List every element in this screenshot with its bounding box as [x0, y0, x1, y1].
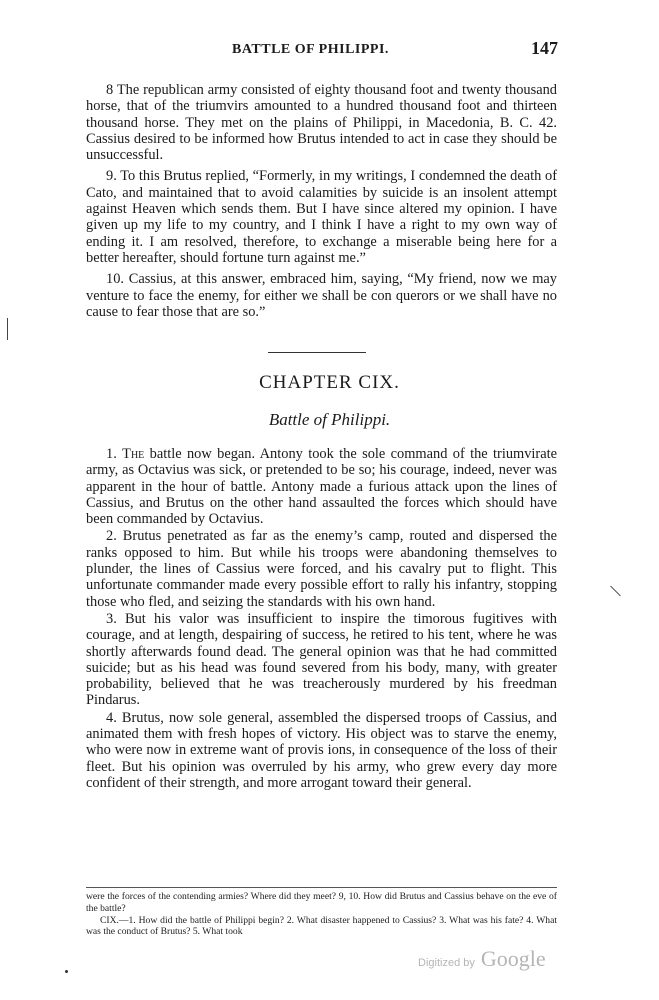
paragraph-number: 1.: [106, 446, 117, 462]
margin-mark: [610, 586, 621, 597]
continued-text: [86, 82, 557, 325]
page-number: 147: [531, 38, 558, 58]
chapter-paragraph-2: 2. Brutus penetrated as far as the enemy’s camp, routed and dispersed the ranks opposed to him. But while his troops were abandoning themselves to plunder, the lines of Cassius were forced, and his cavalry put to flight. This unfortunate commander made every possible effort to rally his infantry, stopping those who fled, and seizing the standards with his own hand.: [86, 528, 557, 610]
footnote-line-1: were the forces of the contending armies? Where did they meet? 9, 10. How did Brutus and Cassius behave on the eve of the battle?: [86, 891, 557, 914]
chapter-paragraph-3: 3. But his valor was insufficient to inspire the timorous fugitives with courage, and at length, despairing of success, he retired to his tent, where he was shortly afterwards found dead. The general opinion was that he had committed suicide; but as his head was found severed from his body, many, with greater probability, believed that he was treacherously murdered by his freedman Pindarus.: [86, 610, 557, 709]
chapter-title: CHAPTER CIX.: [259, 372, 400, 393]
chapter-paragraph-1: [86, 446, 557, 527]
chapter-text: [86, 446, 557, 792]
footnote-divider: [86, 887, 557, 888]
ink-speck: [65, 970, 68, 973]
chapter-paragraph-4: 4. Brutus, now sole general, assembled the dispersed troops of Cassius, and animated them with fresh hopes of victory. His object was to starve the enemy, who were now in extreme want of provis ions, in consequence of the loss of their fleet. But his opinion was overruled by his army, who grew every day more confident of their strength, and more arrogant toward their general.: [86, 709, 557, 791]
digitized-watermark: [418, 946, 546, 972]
margin-mark: [7, 318, 8, 340]
paragraph-8: 8 The republican army consisted of eighty thousand foot and twenty thousand horse, that of the triumvirs amounted to a hundred thousand foot and thirteen thousand horse. They met on the plains of Philippi, in Macedonia, B. C. 42. Cassius desired to be informed how Brutus intended to act in case they should be unsuccessful.: [86, 82, 557, 164]
chapter-subtitle: Battle of Philippi.: [268, 410, 391, 429]
paragraph-10: 10. Cassius, at this answer, embraced him, saying, “My friend, now we may venture to face the enemy, for either we shall be con querors or we shall have no cause to fear those that are so.”: [86, 271, 557, 320]
paragraph-9: 9. To this Brutus replied, “Formerly, in my writings, I condemned the death of Cato, and maintained that to avoid calamities by suicide is an insolent attempt against Heaven which sends them. But I have since altered my opinion. I have given up my life to my country, and I think I have a right to my own way of ending it. I am resolved, therefore, to exchange a miserable being here for a better hereafter, should fortune turn against me.”: [86, 168, 557, 266]
opening-word: The: [122, 446, 145, 462]
paragraph-body: battle now began. Antony took the sole command of the triumvirate army, as Octavius was sick, or pretended to be so; his courage, indeed, never was apparent in the hour of battle. Antony made a furious attack upon the lines of Cassius, and Brutus on the other hand assaulted the forces which should have been commanded by Octavius.: [86, 446, 557, 528]
watermark-brand: Google: [480, 946, 546, 971]
watermark-prefix: Digitized by: [418, 957, 475, 969]
running-header: BATTLE OF PHILIPPI.: [232, 42, 389, 57]
footnotes: [86, 891, 557, 938]
chapter-divider: [268, 352, 366, 353]
footnote-line-2: CIX.—1. How did the battle of Philippi begin? 2. What disaster happened to Cassius? 3. What was his fate? 4. What was the conduct of Brutus? 5. What took: [86, 914, 557, 938]
